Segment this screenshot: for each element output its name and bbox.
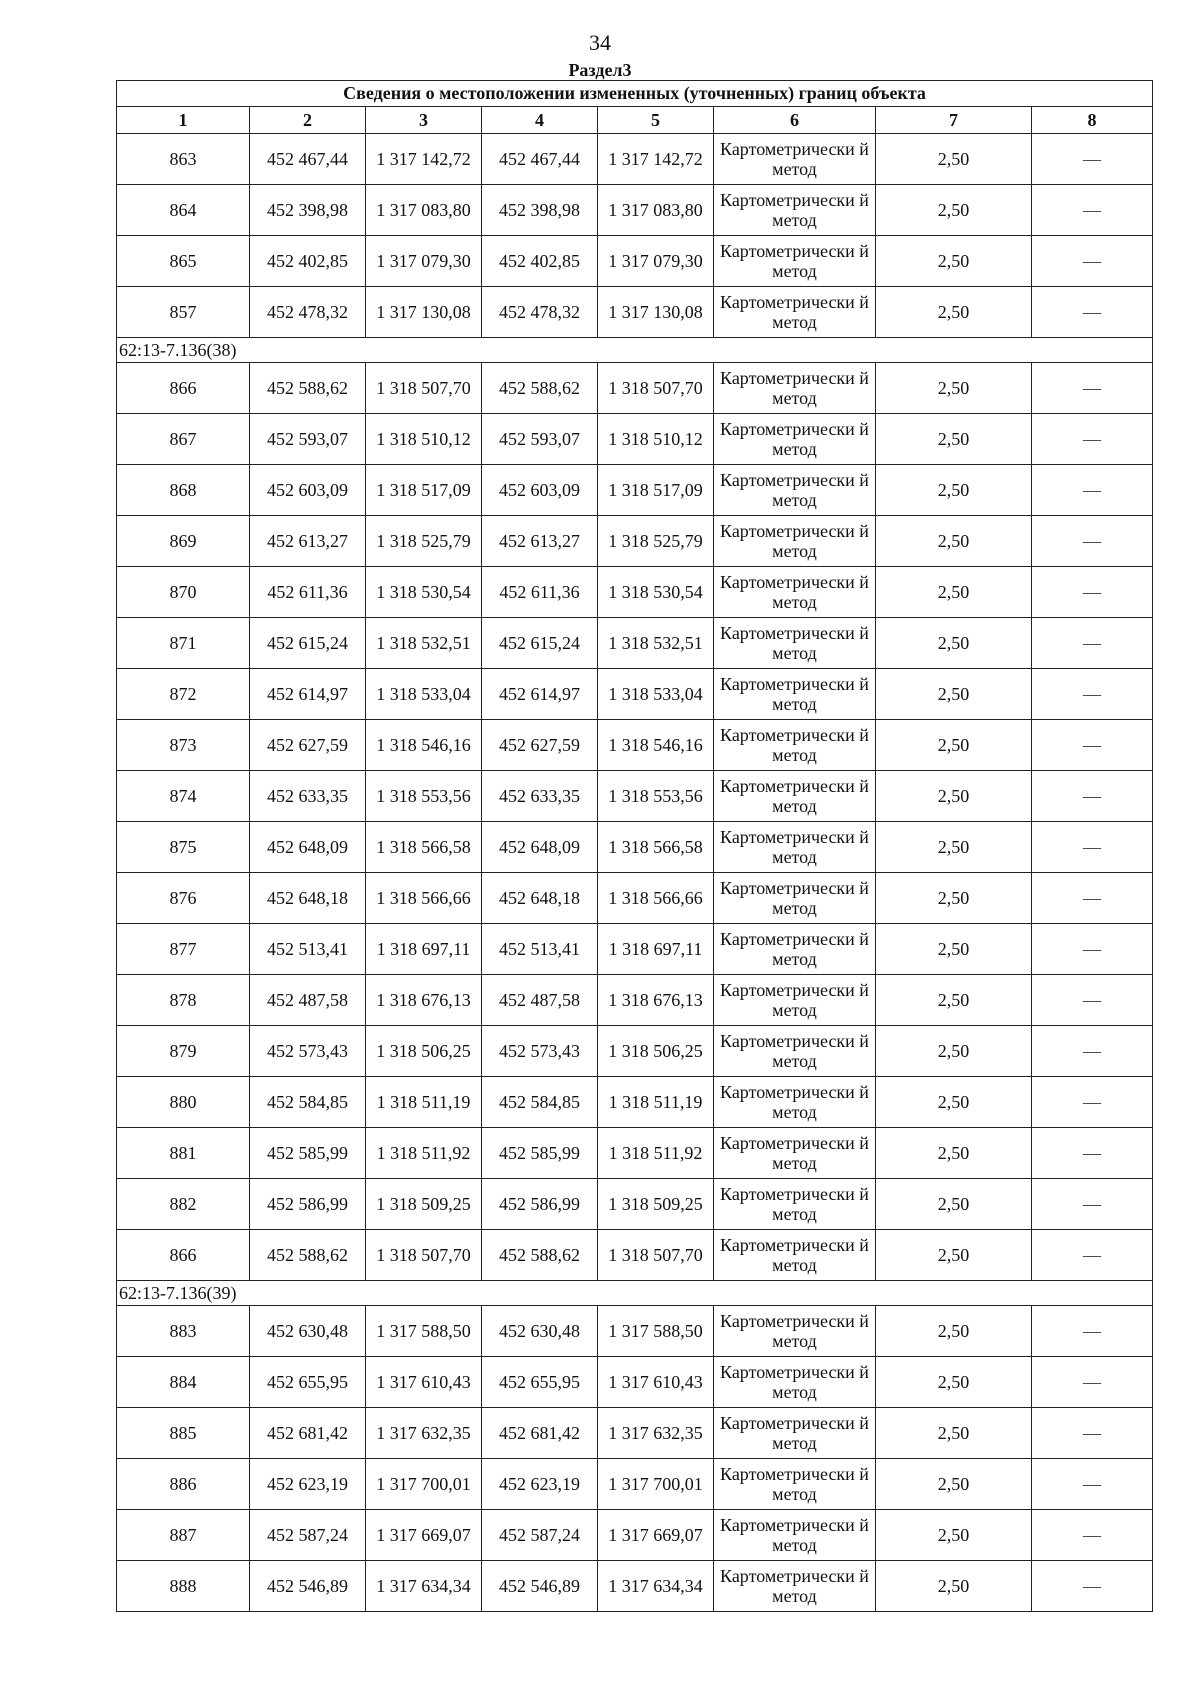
note-cell: —: [1032, 1306, 1153, 1357]
y-new-cell: 1 317 634,34: [598, 1561, 714, 1612]
method-cell: Картометрически й метод: [714, 363, 876, 414]
point-number-cell: 884: [117, 1357, 250, 1408]
y-old-cell: 1 317 588,50: [366, 1306, 482, 1357]
method-cell: Картометрически й метод: [714, 1408, 876, 1459]
point-number-cell: 874: [117, 771, 250, 822]
note-cell: —: [1032, 1077, 1153, 1128]
point-number-cell: 868: [117, 465, 250, 516]
method-cell: Картометрически й метод: [714, 1128, 876, 1179]
x-old-cell: 452 487,58: [250, 975, 366, 1026]
x-new-cell: 452 584,85: [482, 1077, 598, 1128]
table-row: [117, 1179, 1153, 1230]
x-old-cell: 452 588,62: [250, 363, 366, 414]
table-row: [117, 185, 1153, 236]
accuracy-cell: 2,50: [876, 1179, 1032, 1230]
section-label: Раздел3: [568, 60, 632, 80]
y-new-cell: 1 318 525,79: [598, 516, 714, 567]
x-old-cell: 452 611,36: [250, 567, 366, 618]
y-old-cell: 1 318 676,13: [366, 975, 482, 1026]
method-cell: Картометрически й метод: [714, 975, 876, 1026]
table-row: [117, 516, 1153, 567]
x-new-cell: 452 585,99: [482, 1128, 598, 1179]
accuracy-cell: 2,50: [876, 236, 1032, 287]
y-new-cell: 1 318 530,54: [598, 567, 714, 618]
point-number-cell: 880: [117, 1077, 250, 1128]
x-old-cell: 452 614,97: [250, 669, 366, 720]
y-old-cell: 1 318 507,70: [366, 1230, 482, 1281]
x-old-cell: 452 585,99: [250, 1128, 366, 1179]
y-old-cell: 1 317 142,72: [366, 134, 482, 185]
method-cell: Картометрически й метод: [714, 822, 876, 873]
group-row: [117, 1281, 1153, 1306]
x-new-cell: 452 630,48: [482, 1306, 598, 1357]
method-cell: Картометрически й метод: [714, 287, 876, 338]
y-new-cell: 1 317 079,30: [598, 236, 714, 287]
y-new-cell: 1 317 669,07: [598, 1510, 714, 1561]
note-cell: —: [1032, 975, 1153, 1026]
y-old-cell: 1 318 510,12: [366, 414, 482, 465]
y-new-cell: 1 318 532,51: [598, 618, 714, 669]
y-new-cell: 1 318 533,04: [598, 669, 714, 720]
note-cell: —: [1032, 287, 1153, 338]
y-new-cell: 1 317 632,35: [598, 1408, 714, 1459]
note-cell: —: [1032, 822, 1153, 873]
table-row: [117, 1128, 1153, 1179]
x-old-cell: 452 603,09: [250, 465, 366, 516]
point-number-cell: 876: [117, 873, 250, 924]
x-old-cell: 452 623,19: [250, 1459, 366, 1510]
accuracy-cell: 2,50: [876, 1230, 1032, 1281]
x-old-cell: 452 587,24: [250, 1510, 366, 1561]
x-new-cell: 452 587,24: [482, 1510, 598, 1561]
y-old-cell: 1 318 533,04: [366, 669, 482, 720]
note-cell: —: [1032, 1179, 1153, 1230]
x-new-cell: 452 402,85: [482, 236, 598, 287]
point-number-cell: 888: [117, 1561, 250, 1612]
x-old-cell: 452 615,24: [250, 618, 366, 669]
note-cell: —: [1032, 134, 1153, 185]
point-number-cell: 866: [117, 363, 250, 414]
y-old-cell: 1 318 566,66: [366, 873, 482, 924]
y-old-cell: 1 318 530,54: [366, 567, 482, 618]
accuracy-cell: 2,50: [876, 1306, 1032, 1357]
point-number-cell: 871: [117, 618, 250, 669]
x-new-cell: 452 588,62: [482, 1230, 598, 1281]
y-old-cell: 1 318 511,92: [366, 1128, 482, 1179]
method-cell: Картометрически й метод: [714, 185, 876, 236]
accuracy-cell: 2,50: [876, 1408, 1032, 1459]
table-row: [117, 771, 1153, 822]
point-number-cell: 875: [117, 822, 250, 873]
x-old-cell: 452 402,85: [250, 236, 366, 287]
column-header: 7: [876, 107, 1032, 134]
x-new-cell: 452 478,32: [482, 287, 598, 338]
point-number-cell: 887: [117, 1510, 250, 1561]
point-number-cell: 877: [117, 924, 250, 975]
y-old-cell: 1 318 546,16: [366, 720, 482, 771]
y-new-cell: 1 317 130,08: [598, 287, 714, 338]
point-number-cell: 857: [117, 287, 250, 338]
accuracy-cell: 2,50: [876, 1077, 1032, 1128]
y-new-cell: 1 318 511,19: [598, 1077, 714, 1128]
x-new-cell: 452 593,07: [482, 414, 598, 465]
note-cell: —: [1032, 1561, 1153, 1612]
method-cell: Картометрически й метод: [714, 1026, 876, 1077]
y-new-cell: 1 318 566,66: [598, 873, 714, 924]
method-cell: Картометрически й метод: [714, 771, 876, 822]
note-cell: —: [1032, 1408, 1153, 1459]
y-old-cell: 1 318 511,19: [366, 1077, 482, 1128]
accuracy-cell: 2,50: [876, 363, 1032, 414]
x-old-cell: 452 655,95: [250, 1357, 366, 1408]
y-old-cell: 1 317 634,34: [366, 1561, 482, 1612]
y-new-cell: 1 318 506,25: [598, 1026, 714, 1077]
x-new-cell: 452 681,42: [482, 1408, 598, 1459]
x-old-cell: 452 586,99: [250, 1179, 366, 1230]
table-row: [117, 1459, 1153, 1510]
x-new-cell: 452 615,24: [482, 618, 598, 669]
table-row: [117, 822, 1153, 873]
table-row: [117, 720, 1153, 771]
point-number-cell: 873: [117, 720, 250, 771]
point-number-cell: 881: [117, 1128, 250, 1179]
y-new-cell: 1 318 553,56: [598, 771, 714, 822]
table-row: [117, 1026, 1153, 1077]
y-old-cell: 1 317 083,80: [366, 185, 482, 236]
x-new-cell: 452 467,44: [482, 134, 598, 185]
accuracy-cell: 2,50: [876, 1561, 1032, 1612]
table-row: [117, 1077, 1153, 1128]
table-body: [117, 134, 1153, 1612]
y-new-cell: 1 318 510,12: [598, 414, 714, 465]
y-new-cell: 1 318 697,11: [598, 924, 714, 975]
note-cell: —: [1032, 1230, 1153, 1281]
point-number-cell: 870: [117, 567, 250, 618]
note-cell: —: [1032, 873, 1153, 924]
y-old-cell: 1 317 079,30: [366, 236, 482, 287]
method-cell: Картометрически й метод: [714, 516, 876, 567]
table-row: [117, 924, 1153, 975]
method-cell: Картометрически й метод: [714, 1510, 876, 1561]
accuracy-cell: 2,50: [876, 1026, 1032, 1077]
boundary-coordinates-table: [116, 80, 1153, 1612]
note-cell: —: [1032, 618, 1153, 669]
point-number-cell: 866: [117, 1230, 250, 1281]
y-new-cell: 1 317 142,72: [598, 134, 714, 185]
x-new-cell: 452 611,36: [482, 567, 598, 618]
method-cell: Картометрически й метод: [714, 465, 876, 516]
y-new-cell: 1 317 700,01: [598, 1459, 714, 1510]
point-number-cell: 882: [117, 1179, 250, 1230]
table-row: [117, 363, 1153, 414]
accuracy-cell: 2,50: [876, 720, 1032, 771]
group-row: [117, 338, 1153, 363]
accuracy-cell: 2,50: [876, 873, 1032, 924]
table-row: [117, 414, 1153, 465]
method-cell: Картометрически й метод: [714, 1561, 876, 1612]
point-number-cell: 886: [117, 1459, 250, 1510]
y-new-cell: 1 318 509,25: [598, 1179, 714, 1230]
table-row: [117, 134, 1153, 185]
note-cell: —: [1032, 363, 1153, 414]
y-new-cell: 1 318 507,70: [598, 1230, 714, 1281]
x-new-cell: 452 648,18: [482, 873, 598, 924]
x-old-cell: 452 573,43: [250, 1026, 366, 1077]
accuracy-cell: 2,50: [876, 822, 1032, 873]
accuracy-cell: 2,50: [876, 516, 1032, 567]
method-cell: Картометрически й метод: [714, 236, 876, 287]
y-old-cell: 1 318 532,51: [366, 618, 482, 669]
y-new-cell: 1 317 588,50: [598, 1306, 714, 1357]
accuracy-cell: 2,50: [876, 287, 1032, 338]
x-new-cell: 452 623,19: [482, 1459, 598, 1510]
note-cell: —: [1032, 1459, 1153, 1510]
y-new-cell: 1 318 566,58: [598, 822, 714, 873]
x-new-cell: 452 603,09: [482, 465, 598, 516]
y-old-cell: 1 318 517,09: [366, 465, 482, 516]
y-new-cell: 1 318 511,92: [598, 1128, 714, 1179]
accuracy-cell: 2,50: [876, 1357, 1032, 1408]
y-new-cell: 1 318 676,13: [598, 975, 714, 1026]
y-old-cell: 1 317 632,35: [366, 1408, 482, 1459]
method-cell: Картометрически й метод: [714, 669, 876, 720]
table-title: Сведения о местоположении измененных (уточненных) границ объекта: [117, 81, 1153, 107]
point-number-cell: 872: [117, 669, 250, 720]
table-row: [117, 236, 1153, 287]
note-cell: —: [1032, 1128, 1153, 1179]
column-header: 5: [598, 107, 714, 134]
y-old-cell: 1 318 566,58: [366, 822, 482, 873]
x-old-cell: 452 546,89: [250, 1561, 366, 1612]
x-new-cell: 452 398,98: [482, 185, 598, 236]
method-cell: Картометрически й метод: [714, 1230, 876, 1281]
x-new-cell: 452 655,95: [482, 1357, 598, 1408]
note-cell: —: [1032, 1510, 1153, 1561]
x-old-cell: 452 467,44: [250, 134, 366, 185]
note-cell: —: [1032, 185, 1153, 236]
point-number-cell: 864: [117, 185, 250, 236]
note-cell: —: [1032, 516, 1153, 567]
point-number-cell: 867: [117, 414, 250, 465]
x-old-cell: 452 613,27: [250, 516, 366, 567]
x-new-cell: 452 546,89: [482, 1561, 598, 1612]
column-header: 8: [1032, 107, 1153, 134]
method-cell: Картометрически й метод: [714, 1179, 876, 1230]
method-cell: Картометрически й метод: [714, 567, 876, 618]
column-header: 6: [714, 107, 876, 134]
accuracy-cell: 2,50: [876, 669, 1032, 720]
y-new-cell: 1 318 546,16: [598, 720, 714, 771]
table-row: [117, 975, 1153, 1026]
x-old-cell: 452 513,41: [250, 924, 366, 975]
note-cell: —: [1032, 771, 1153, 822]
method-cell: Картометрически й метод: [714, 1357, 876, 1408]
x-new-cell: 452 513,41: [482, 924, 598, 975]
x-old-cell: 452 398,98: [250, 185, 366, 236]
note-cell: —: [1032, 414, 1153, 465]
y-old-cell: 1 318 697,11: [366, 924, 482, 975]
note-cell: —: [1032, 567, 1153, 618]
table-row: [117, 1230, 1153, 1281]
x-new-cell: 452 487,58: [482, 975, 598, 1026]
note-cell: —: [1032, 669, 1153, 720]
x-new-cell: 452 627,59: [482, 720, 598, 771]
x-old-cell: 452 633,35: [250, 771, 366, 822]
x-new-cell: 452 573,43: [482, 1026, 598, 1077]
column-header: 2: [250, 107, 366, 134]
note-cell: —: [1032, 465, 1153, 516]
x-old-cell: 452 588,62: [250, 1230, 366, 1281]
accuracy-cell: 2,50: [876, 134, 1032, 185]
table-row: [117, 669, 1153, 720]
accuracy-cell: 2,50: [876, 1510, 1032, 1561]
point-number-cell: 879: [117, 1026, 250, 1077]
method-cell: Картометрически й метод: [714, 720, 876, 771]
note-cell: —: [1032, 720, 1153, 771]
column-header: 1: [117, 107, 250, 134]
y-new-cell: 1 318 517,09: [598, 465, 714, 516]
method-cell: Картометрически й метод: [714, 873, 876, 924]
accuracy-cell: 2,50: [876, 618, 1032, 669]
method-cell: Картометрически й метод: [714, 1306, 876, 1357]
accuracy-cell: 2,50: [876, 1128, 1032, 1179]
method-cell: Картометрически й метод: [714, 414, 876, 465]
x-old-cell: 452 478,32: [250, 287, 366, 338]
x-new-cell: 452 633,35: [482, 771, 598, 822]
accuracy-cell: 2,50: [876, 975, 1032, 1026]
column-header: 4: [482, 107, 598, 134]
x-new-cell: 452 613,27: [482, 516, 598, 567]
y-new-cell: 1 317 610,43: [598, 1357, 714, 1408]
x-new-cell: 452 586,99: [482, 1179, 598, 1230]
y-old-cell: 1 318 553,56: [366, 771, 482, 822]
y-old-cell: 1 317 700,01: [366, 1459, 482, 1510]
table-row: [117, 465, 1153, 516]
column-header-row: [117, 107, 1153, 134]
x-new-cell: 452 614,97: [482, 669, 598, 720]
method-cell: Картометрически й метод: [714, 134, 876, 185]
table-row: [117, 1357, 1153, 1408]
note-cell: —: [1032, 924, 1153, 975]
x-old-cell: 452 630,48: [250, 1306, 366, 1357]
accuracy-cell: 2,50: [876, 567, 1032, 618]
table-row: [117, 1408, 1153, 1459]
y-old-cell: 1 318 525,79: [366, 516, 482, 567]
y-old-cell: 1 318 507,70: [366, 363, 482, 414]
x-new-cell: 452 588,62: [482, 363, 598, 414]
x-new-cell: 452 648,09: [482, 822, 598, 873]
y-old-cell: 1 318 506,25: [366, 1026, 482, 1077]
y-new-cell: 1 318 507,70: [598, 363, 714, 414]
x-old-cell: 452 627,59: [250, 720, 366, 771]
method-cell: Картометрически й метод: [714, 1459, 876, 1510]
table-row: [117, 873, 1153, 924]
table-row: [117, 567, 1153, 618]
note-cell: —: [1032, 236, 1153, 287]
accuracy-cell: 2,50: [876, 1459, 1032, 1510]
x-old-cell: 452 648,18: [250, 873, 366, 924]
point-number-cell: 885: [117, 1408, 250, 1459]
note-cell: —: [1032, 1357, 1153, 1408]
method-cell: Картометрически й метод: [714, 618, 876, 669]
method-cell: Картометрически й метод: [714, 1077, 876, 1128]
point-number-cell: 865: [117, 236, 250, 287]
x-old-cell: 452 681,42: [250, 1408, 366, 1459]
x-old-cell: 452 584,85: [250, 1077, 366, 1128]
column-header: 3: [366, 107, 482, 134]
group-label: 62:13-7.136(39): [117, 1281, 1153, 1306]
accuracy-cell: 2,50: [876, 185, 1032, 236]
group-label: 62:13-7.136(38): [117, 338, 1153, 363]
point-number-cell: 869: [117, 516, 250, 567]
accuracy-cell: 2,50: [876, 924, 1032, 975]
method-cell: Картометрически й метод: [714, 924, 876, 975]
point-number-cell: 883: [117, 1306, 250, 1357]
point-number-cell: 878: [117, 975, 250, 1026]
table-row: [117, 1561, 1153, 1612]
accuracy-cell: 2,50: [876, 414, 1032, 465]
y-old-cell: 1 318 509,25: [366, 1179, 482, 1230]
y-old-cell: 1 317 669,07: [366, 1510, 482, 1561]
accuracy-cell: 2,50: [876, 465, 1032, 516]
y-old-cell: 1 317 130,08: [366, 287, 482, 338]
y-new-cell: 1 317 083,80: [598, 185, 714, 236]
note-cell: —: [1032, 1026, 1153, 1077]
x-old-cell: 452 593,07: [250, 414, 366, 465]
accuracy-cell: 2,50: [876, 771, 1032, 822]
table-row: [117, 1510, 1153, 1561]
table-row: [117, 618, 1153, 669]
table-row: [117, 287, 1153, 338]
x-old-cell: 452 648,09: [250, 822, 366, 873]
page-number: 34: [589, 30, 611, 55]
point-number-cell: 863: [117, 134, 250, 185]
y-old-cell: 1 317 610,43: [366, 1357, 482, 1408]
table-row: [117, 1306, 1153, 1357]
